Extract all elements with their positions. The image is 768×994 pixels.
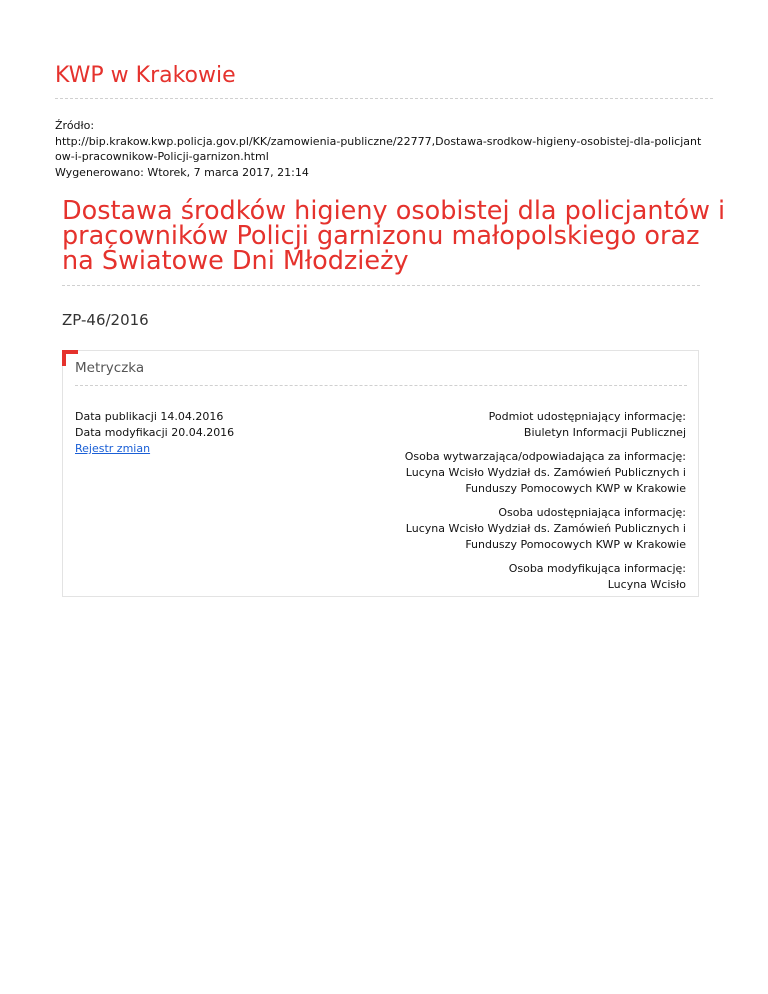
modifier-label: Osoba modyfikująca informację: <box>508 562 686 575</box>
metryczka-heading: Metryczka <box>75 360 145 376</box>
page-title <box>62 196 726 276</box>
source-label: Źródło: <box>55 119 95 132</box>
page-title-line-2: pracowników Policji garnizonu małopolskiego oraz <box>62 221 700 251</box>
metryczka-box <box>62 350 699 597</box>
generated-timestamp: Wygenerowano: Wtorek, 7 marca 2017, 21:14 <box>55 165 309 179</box>
header-divider <box>55 98 713 99</box>
provider-value-line-2: Funduszy Pomocowych KWP w Krakowie <box>465 538 686 551</box>
producer-label: Osoba wytwarzająca/odpowiadająca za informację: <box>404 450 686 463</box>
publication-date: Data publikacji 14.04.2016 <box>75 410 224 423</box>
title-divider <box>62 285 700 286</box>
reference-number: ZP-46/2016 <box>62 311 149 329</box>
source-info <box>55 118 715 180</box>
publication-dates <box>75 409 234 457</box>
modifier-group <box>356 561 686 593</box>
responsible-persons <box>356 409 686 601</box>
producer-group <box>356 449 686 497</box>
modification-date: Data modyfikacji 20.04.2016 <box>75 426 235 439</box>
producer-value-line-2: Funduszy Pomocowych KWP w Krakowie <box>465 482 686 495</box>
provider-value-line-1: Lucyna Wcisło Wydział ds. Zamówień Publicznych i <box>405 522 686 535</box>
metryczka-divider <box>75 385 687 386</box>
publisher-group <box>356 409 686 441</box>
provider-label: Osoba udostępniająca informację: <box>498 506 686 519</box>
source-url-line-2: ow-i-pracownikow-Policji-garnizon.html <box>55 150 269 163</box>
provider-group <box>356 505 686 553</box>
changelog-link[interactable]: Rejestr zmian <box>75 442 151 455</box>
producer-value-line-1: Lucyna Wcisło Wydział ds. Zamówień Publicznych i <box>405 466 686 479</box>
publisher-value: Biuletyn Informacji Publicznej <box>523 426 686 439</box>
source-url-line-1: http://bip.krakow.kwp.policja.gov.pl/KK/zamowienia-publiczne/22777,Dostawa-srodkow-higieny-osobistej-dla-policjant <box>55 134 702 148</box>
publisher-label: Podmiot udostępniający informację: <box>488 410 686 423</box>
page-title-line-3: na Światowe Dni Młodzieży <box>62 246 409 276</box>
page-title-line-1: Dostawa środków higieny osobistej dla policjantów i <box>62 196 726 226</box>
modifier-value: Lucyna Wcisło <box>607 578 686 591</box>
site-title: KWP w Krakowie <box>55 63 236 88</box>
